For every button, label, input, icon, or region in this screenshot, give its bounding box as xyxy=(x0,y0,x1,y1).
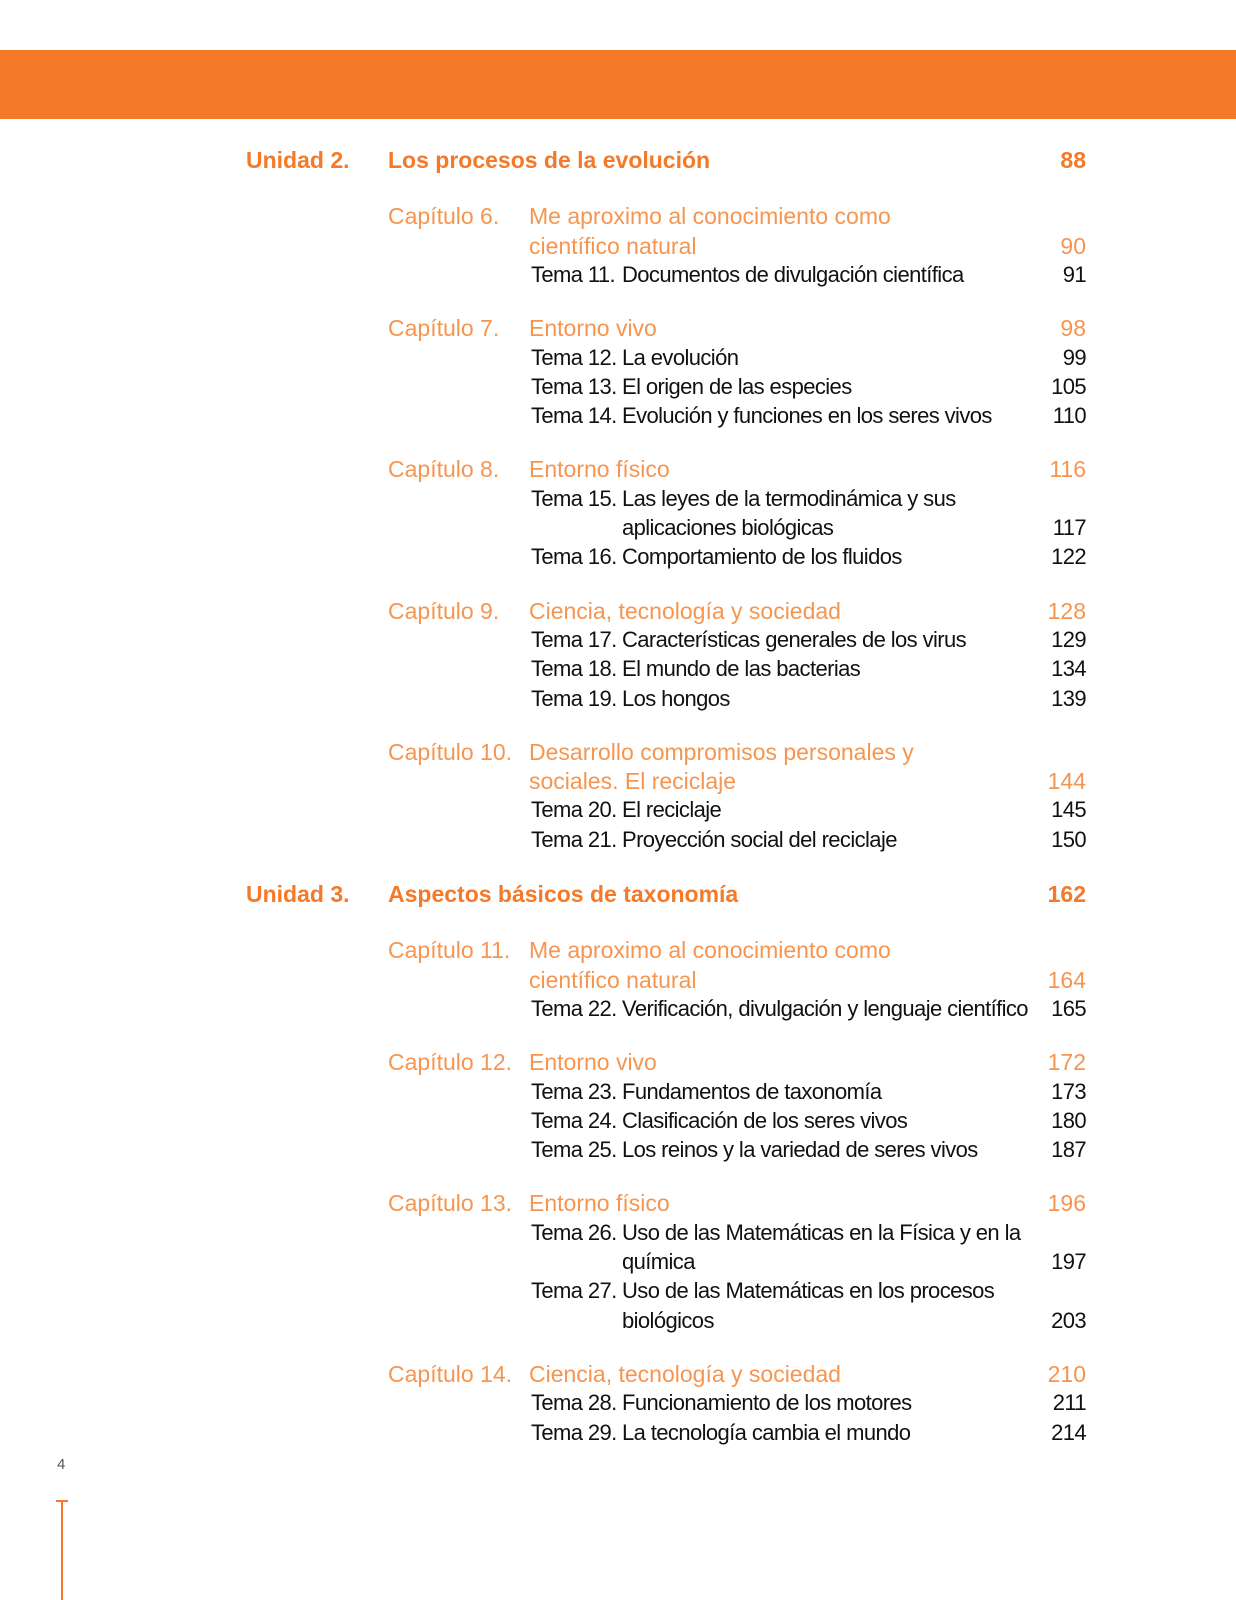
chapter-page-number: 196 xyxy=(1047,1190,1086,1217)
topic-title-line: Documentos de divulgación científica xyxy=(622,261,964,287)
topic-title-line: Comportamiento de los fluidos xyxy=(622,544,902,570)
topic-page-number: 173 xyxy=(1051,1078,1086,1104)
topic-label: Tema 26. xyxy=(531,1219,617,1245)
topic-page-number: 110 xyxy=(1052,403,1086,429)
topic-page-number: 145 xyxy=(1051,797,1086,823)
unit-title: Los procesos de la evolución xyxy=(388,147,711,173)
chapter-label: Capítulo 6. xyxy=(388,203,500,230)
topic-title-line: Proyección social del reciclaje xyxy=(622,826,897,852)
topic-label: Tema 19. xyxy=(531,685,617,711)
chapter-title-line: sociales. El reciclaje xyxy=(529,768,737,795)
chapter-label: Capítulo 14. xyxy=(388,1360,513,1387)
chapter-title-line: Entorno vivo xyxy=(529,1049,657,1076)
chapter-title-line: Entorno físico xyxy=(529,1190,670,1217)
chapter-label: Capítulo 11. xyxy=(388,937,511,964)
page-number: 4 xyxy=(57,1456,66,1473)
unit-label: Unidad 2. xyxy=(246,147,350,173)
topic-title-line: Clasificación de los seres vivos xyxy=(622,1107,908,1133)
topic-label: Tema 20. xyxy=(531,797,617,823)
chapter-label: Capítulo 9. xyxy=(388,597,500,624)
topic-page-number: 122 xyxy=(1051,544,1086,570)
topic-page-number: 105 xyxy=(1051,373,1086,399)
topic-title-line: aplicaciones biológicas xyxy=(622,515,834,540)
topic-page-number: 134 xyxy=(1051,656,1086,682)
topic-title-line: Uso de las Matemáticas en la Física y en la xyxy=(622,1219,1021,1245)
topic-label: Tema 16. xyxy=(531,544,617,570)
chapter-label: Capítulo 12. xyxy=(388,1049,513,1076)
chapter-title-line: Me aproximo al conocimiento como xyxy=(529,937,891,964)
topic-title-line: Los reinos y la variedad de seres vivos xyxy=(622,1137,978,1163)
topic-label: Tema 18. xyxy=(531,656,617,682)
topic-label: Tema 23. xyxy=(531,1078,617,1104)
footer-rule xyxy=(61,1502,63,1600)
topic-page-number: 187 xyxy=(1051,1137,1086,1163)
chapter-title-line: Me aproximo al conocimiento como xyxy=(529,203,891,230)
topic-page-number: 91 xyxy=(1062,261,1086,287)
chapter-title-line: científico natural xyxy=(529,232,697,259)
topic-label: Tema 29. xyxy=(531,1419,617,1445)
chapter-page-number: 90 xyxy=(1060,232,1086,259)
topic-label: Tema 21. xyxy=(531,826,617,852)
chapter-page-number: 172 xyxy=(1047,1049,1086,1076)
unit-title: Aspectos básicos de taxonomía xyxy=(388,881,739,907)
chapter-title-line: Ciencia, tecnología y sociedad xyxy=(529,597,841,624)
topic-label: Tema 12. xyxy=(531,344,617,370)
chapter-page-number: 98 xyxy=(1060,315,1086,342)
topic-label: Tema 17. xyxy=(531,626,617,652)
topic-label: Tema 25. xyxy=(531,1137,617,1163)
topic-label: Tema 28. xyxy=(531,1390,617,1416)
topic-title-line: Evolución y funciones en los seres vivos xyxy=(622,403,992,429)
unit-page-number: 88 xyxy=(1060,147,1086,173)
chapter-title-line: Desarrollo compromisos personales y xyxy=(529,738,914,765)
topic-title-line: La evolución xyxy=(622,344,739,370)
topic-page-number: 139 xyxy=(1051,685,1086,711)
topic-title-line: El origen de las especies xyxy=(622,373,852,399)
topic-title-line: Verificación, divulgación y lenguaje científico xyxy=(622,995,1028,1021)
topic-title-line: biológicos xyxy=(622,1307,714,1333)
topic-label: Tema 13. xyxy=(531,373,617,399)
topic-page-number: 197 xyxy=(1051,1249,1086,1274)
chapter-page-number: 164 xyxy=(1047,966,1086,993)
topic-title-line: El reciclaje xyxy=(622,797,722,823)
topic-page-number: 117 xyxy=(1052,515,1086,540)
unit-page-number: 162 xyxy=(1047,881,1086,907)
chapter-page-number: 128 xyxy=(1047,597,1086,624)
topic-label: Tema 24. xyxy=(531,1107,617,1133)
chapter-title-line: Ciencia, tecnología y sociedad xyxy=(529,1360,841,1387)
topic-label: Tema 14. xyxy=(531,403,617,429)
topic-title-line: El mundo de las bacterias xyxy=(622,656,861,682)
topic-title-line: Uso de las Matemáticas en los procesos xyxy=(622,1278,995,1304)
chapter-title-line: Entorno físico xyxy=(529,456,670,483)
topic-title-line: Fundamentos de taxonomía xyxy=(622,1078,882,1104)
topic-label: Tema 15. xyxy=(531,485,617,511)
chapter-label: Capítulo 8. xyxy=(388,456,500,483)
topic-page-number: 180 xyxy=(1051,1107,1086,1133)
header-color-band xyxy=(0,50,1236,119)
topic-page-number: 150 xyxy=(1051,826,1086,852)
topic-title-line: química xyxy=(622,1249,695,1274)
topic-page-number: 211 xyxy=(1052,1390,1086,1416)
chapter-page-number: 210 xyxy=(1047,1360,1086,1387)
chapter-page-number: 144 xyxy=(1047,768,1086,795)
unit-label: Unidad 3. xyxy=(246,881,350,907)
topic-page-number: 165 xyxy=(1051,995,1086,1021)
topic-title-line: Características generales de los virus xyxy=(622,626,967,652)
chapter-page-number: 116 xyxy=(1049,456,1086,483)
chapter-title-line: científico natural xyxy=(529,966,697,993)
topic-page-number: 214 xyxy=(1051,1419,1086,1445)
topic-page-number: 99 xyxy=(1062,344,1086,370)
topic-title-line: Las leyes de la termodinámica y sus xyxy=(622,485,956,511)
topic-title-line: Funcionamiento de los motores xyxy=(622,1390,912,1416)
topic-page-number: 203 xyxy=(1051,1307,1086,1333)
topic-label: Tema 27. xyxy=(531,1278,617,1304)
topic-label: Tema 22. xyxy=(531,995,617,1021)
chapter-label: Capítulo 13. xyxy=(388,1190,513,1217)
topic-page-number: 129 xyxy=(1051,626,1086,652)
topic-title-line: Los hongos xyxy=(622,685,730,711)
chapter-title-line: Entorno vivo xyxy=(529,315,657,342)
chapter-label: Capítulo 7. xyxy=(388,315,500,342)
chapter-label: Capítulo 10. xyxy=(388,738,513,765)
topic-title-line: La tecnología cambia el mundo xyxy=(622,1419,911,1445)
topic-label: Tema 11. xyxy=(531,261,616,287)
